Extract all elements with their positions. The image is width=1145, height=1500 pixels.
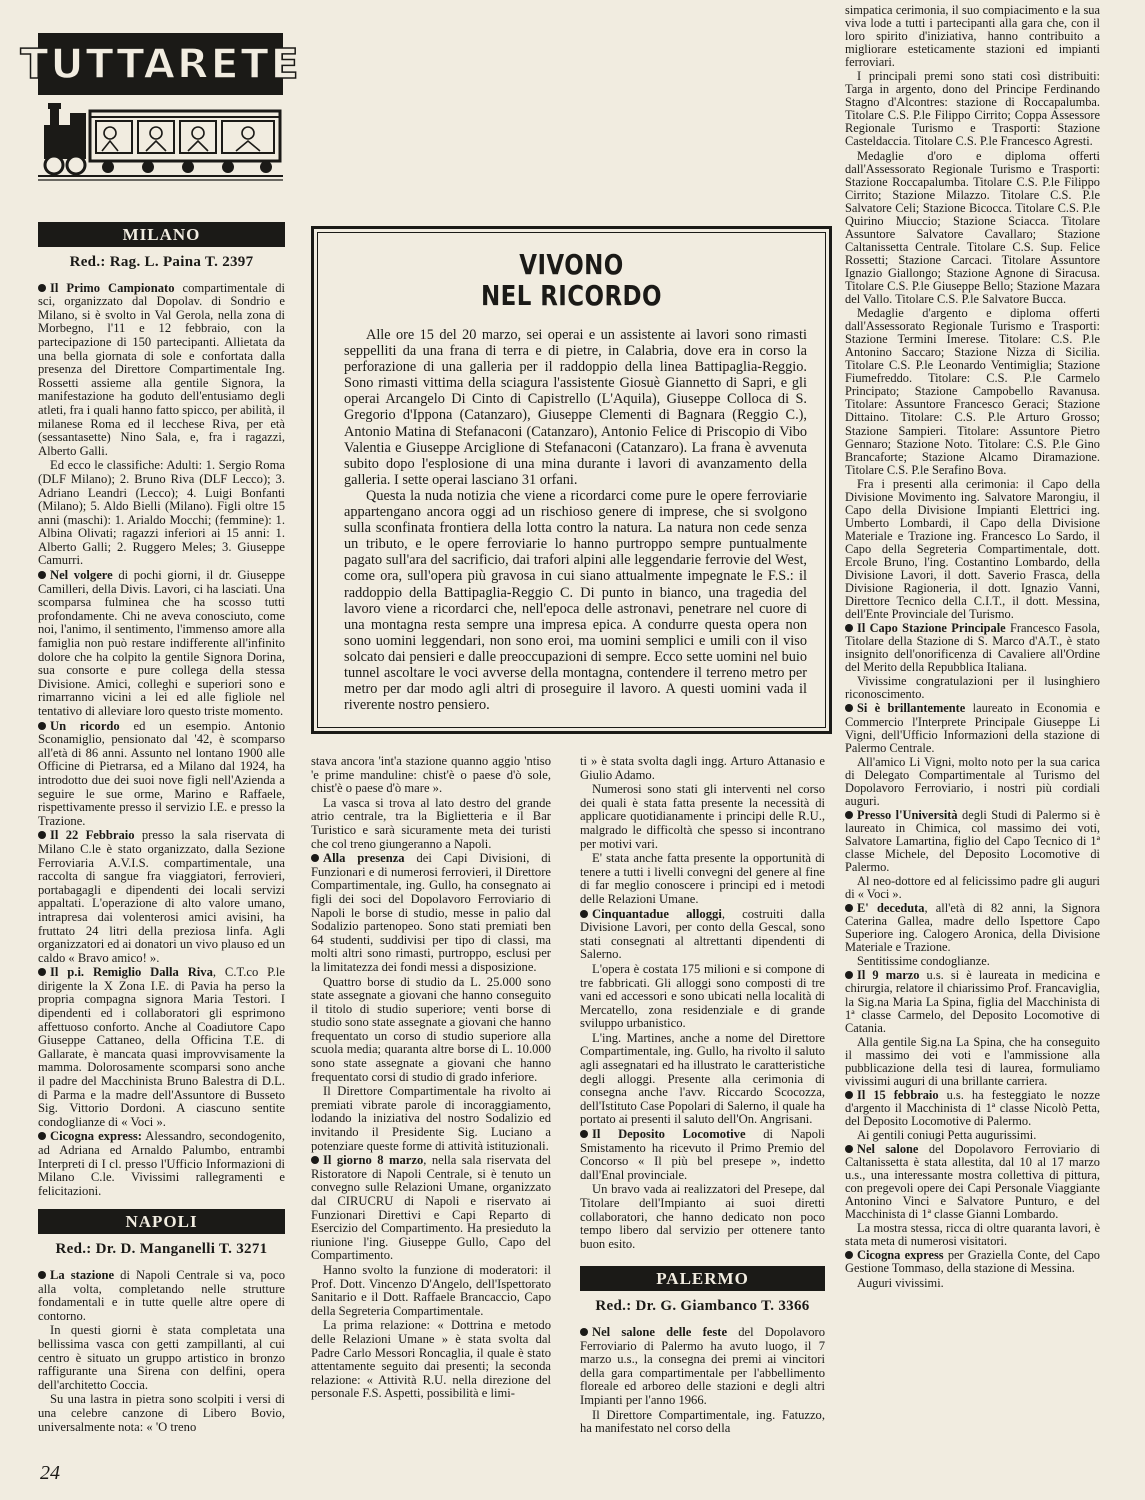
bullet-icon (845, 811, 853, 819)
editor-line-napoli: Red.: Dr. D. Manganelli T. 3271 (55, 1241, 268, 1258)
column-3 (580, 755, 825, 1437)
article-paragraph: L'ing. Martines, anche a nome del Direttore Compartimentale, ing. Gullo, ha rivolto il saluto agli assegnatari ed ha illustrato le caratteristiche degli alloggi. Presente alla cerimonia di consegna anche l'avv. Riccardo Scocozza, dell'Istituto Case Popolari di Salerno, il quale ha portato ai presenti il saluto dell'On. Angrisani. (580, 1030, 825, 1127)
article-paragraph: Al neo-dottore ed al felicissimo padre gli auguri di « Voci ». (845, 874, 1100, 902)
bullet-icon (580, 910, 588, 918)
article-paragraph: Il giorno 8 marzo, nella sala riservata del Ristoratore di Napoli Centrale, si è tenuto un convegno sulle Relazioni Umane, organizzato dal CIRUCRU di Napoli e riservato ai Funzionari Direttivi e Capi Reparto di Esercizio del Compartimento. Ha presieduto la riunione l'ing. Giuseppe Gullo, Capo del Compartimento. (311, 1153, 551, 1263)
bullet-icon (845, 624, 853, 632)
article-paragraph: Si è brillantemente laureato in Economia e Commercio l'Interprete Principale Giuseppe Li Vigni, dell'Ufficio Informazioni della stazione di Palermo Centrale. (845, 701, 1100, 755)
article-paragraph: stava ancora 'int'a stazione quanno aggio 'ntiso 'e prime manduline: chist'è o paese d'ò sole, chist'è o paese d'ò mare ». (311, 754, 551, 796)
article-paragraph: Medaglie d'argento e diploma offerti dall'Assessorato Regionale Turismo e Trasporti: Stazione Termini Imerese. Titolare: C.S. P.le Antonino Saccaro; Stazione Nizza di Sicilia. Titolare C.S. P.le Leonardo Ventimiglia; Stazione Fiumefreddo. Titolare: C.S. P.le Carmelo Principato; Stazione Campobello Ravanusa. Titolare: Assuntore Francesco Geraci; Stazione Dittaino. Titolare: C.S. P.le Arturo Grosso; Stazione Sampieri. Titolare: Assuntore Pietro Gennaro; Stazione Noto. Titolare: C.S. P.le Gino Brancaforte; Stazione Alcamo Diramazione. Titolare C.S. P.le Serafino Bova. (845, 306, 1100, 477)
bullet-icon (38, 284, 46, 292)
column-2 (311, 755, 551, 1402)
article-paragraph: Il Direttore Compartimentale ha rivolto ai premiati vibrate parole di incoraggiamento, lodando la iniziativa del nostro Sodalizio ed invitando il Presidente Sig. Luciano a potenziare queste forme di attività istituzionali. (311, 1084, 551, 1153)
article-paragraph: Un ricordo ed un esempio. Antonio Sconamiglio, pensionato dal '42, è scomparso all'età di 86 anni. Assunto nel lontano 1900 alle Officine di Pietrarsa, ed a Milano dal 1924, ha introdotto due dei suoi nove figli nell'Azienda a seguire le sue orme, Marino e Raffaele, rispettivamente presso il servizio I.E. e presso la Trazione. (38, 718, 285, 828)
boxed-article-body (344, 327, 807, 713)
bullet-icon (845, 904, 853, 912)
article-paragraph: Fra i presenti alla cerimonia: il Capo della Divisione Movimento ing. Salvatore Marongiu, il Capo della Divisione Impianti Elettrici ing. Umberto Lombardi, il Capo della Divisione Materiale e Trazione ing. Francesco Lo Sardo, il Capo della Segreteria Compartimentale, dott. Ercole Bruno, l'ing. Costantino Lombardo, della Divisione Lavori, il dott. Saverio Frasca, della Divisione Ragioneria, il dott. Ignazio Vanni, Direttore Tecnico della C.I.T., il dott. Messina, dell'Ente Provinciale del Turismo. (845, 476, 1100, 622)
article-paragraph: Nel salone delle feste del Dopolavoro Ferroviario di Palermo ha avuto luogo, il 7 marzo u.s., la consegna dei premi ai vincitori della gara compartimentale per l'abbellimento floreale ed arboreo delle stazioni e degli altri Impianti per l'anno 1966. (580, 1324, 826, 1407)
article-paragraph: E' stata anche fatta presente la opportunità di tenere a tutti i livelli convegni del genere al fine di far meglio conoscere i principi ed i metodi delle Relazioni Umane. (580, 851, 825, 906)
section-header-palermo: PALERMO (580, 1266, 825, 1291)
section-header-napoli: NAPOLI (38, 1209, 285, 1234)
article-paragraph: Auguri vivissimi. (857, 1275, 944, 1290)
bullet-icon (38, 722, 46, 730)
article-paragraph: La stazione di Napoli Centrale si va, poco alla volta, completando nelle strutture fondamentali e in tutte quelle altre opere di contorno. (38, 1267, 285, 1323)
article-paragraph: La mostra stessa, ricca di oltre quaranta lavori, è stata meta di numerosi visitatori. (845, 1221, 1100, 1249)
bullet-icon (845, 971, 853, 979)
bullet-icon (38, 1271, 46, 1279)
article-paragraph: E' deceduta, all'età di 82 anni, la Signora Caterina Gallea, madre dello Ispettore Capo Superiore ing. Calogero Aronica, della Divisione Materiale e Trazione. (845, 901, 1100, 955)
article-paragraph: Il Primo Campionato compartimentale di sci, organizzato dal Dopolav. di Sondrio e Milano, si è svolto in Val Gerola, nella zona di Morbegno, l'11 e 12 febbraio, con la partecipazione di 150 partecipanti. Allietata da una bella giornata di sole e confortata dalla presenza del Direttore Compartimentale Ing. Rossetti assieme alla gentile Signora, la manifestazione ha goduto dell'entusiamo degli atleti, fra i quali hanno fatto spicco, per abilità, il milanese Roma ed il lecchese Riva, per età (sessantasette) Nino Sala, e, fra i ragazzi, Alberto Galli. (38, 280, 285, 458)
article-paragraph: Cinquantadue alloggi, costruiti dalla Divisione Lavori, per conto della Gescal, sono stati consegnati al altrettanti dipendenti di Salerno. (580, 906, 826, 962)
bullet-icon (845, 1251, 853, 1259)
boxed-article-title (360, 249, 782, 311)
masthead-title-banner (20, 33, 301, 95)
article-paragraph: Presso l'Università degli Studi di Palermo si è laureato in Chimica, col massimo dei voti, Salvatore Lamartina, figlio del Capo Tecnico di 1ª classe Michele, del Deposito Locomotive di Palermo. (845, 807, 1100, 875)
train-illustration (38, 95, 283, 183)
masthead (20, 33, 301, 183)
article-paragraph: Numerosi sono stati gli interventi nel corso dei quali è stata fatta presente la necessità di applicare quotidianamente i principi delle R.U., malgrado le difficoltà che spesso si incontrano per motivi vari. (580, 782, 825, 851)
column-1 (38, 222, 285, 1435)
article-paragraph: Vivissime congratulazioni per il lusinghiero riconoscimento. (845, 674, 1100, 702)
boxed-paragraph: Questa la nuda notizia che viene a ricordarci come pure le opere ferroviarie appartengano ancora oggi ad un rischioso genere di imprese, che si svolgono sulla sconfinata frontiera della lotta contro la natura. La natura non cede senza un tributo, e le opere ferroviarie lo hanno purtroppo sempre puntualmente pagato sull'ara del sacrificio, dai trafori alpini alle leggendarie ferrovie del West, come ora, sull'opera più gravosa in cui siano attualmente impegnate le F.S.: il raddoppio della Battipaglia-Reggio C. Di punto in bianco, una tragedia del lavoro viene a ricordarci che, nell'epoca delle astronavi, penetrare nel cuore di una montagna resta sempre una impresa epica. A condurre questa opera non sono uomini leggendari, non sono eroi, ma uomini semplici e umili con il viso solcato dai pensieri e dalle preoccupazioni di sempre. Ecco sette uomini nel buio tunnel ascoltare le voci avverse della montagna, contendere il terreno metro per metro per dar modo agli altri di proseguire il lavoro. A questi uomini vada il riverente nostro pensiero. (344, 487, 807, 714)
bullet-icon (38, 968, 46, 976)
article-paragraph: Nel salone del Dopolavoro Ferroviario di Caltanissetta è stata allestita, dal 10 al 17 marzo u.s., una interessante mostra collettiva di pittura, con pregevoli opere dei Capi Personale Viaggiante Antonino Vinci e Salvatore Punturo, e del Macchinista di 1ª classe Gianni Lombardo. (845, 1142, 1100, 1222)
article-paragraph: Il Direttore Compartimentale, ing. Fatuzzo, ha manifestato nel corso della (580, 1407, 825, 1436)
article-paragraph: Il Capo Stazione Principale Francesco Fasola, Titolare della Stazione di S. Marco d'A.T., è stato insignito dell'onorificenza di Cavaliere all'Ordine del Merito della Repubblica Italiana. (845, 621, 1100, 675)
editor-line-milano: Red.: Rag. L. Paina T. 2397 (69, 254, 254, 270)
article-paragraph: Il p.i. Remiglio Dalla Riva, C.T.co P.le dirigente la X Zona I.E. di Pavia ha perso la propria compagna signora Maria Testori. I dipendenti ed i collaboratori gli esprimono affettuoso conforto. Anche al Coadiutore Capo Giuseppe Cattaneo, della Officina T.E. di Gallarate, è mancata quasi improvvisamente la mamma. Dolorosamente scomparsi sono anche il padre del Macchinista Bruno Balestra di D.L. di Parma e la madre dell'Assuntore di Busseto Sig. Vittorio Dordoni. A ciascuno sentite condoglianze di « Voci ». (38, 965, 285, 1129)
article-paragraph: Un bravo vada ai realizzatori del Presepe, dal Titolare dell'Impianto ai suoi diretti collaboratori, che hanno dedicato non poco tempo libero dal servizio per ottenere tanto buon esito. (580, 1182, 825, 1251)
article-paragraph: I principali premi sono stati così distribuiti: Targa in argento, dono del Principe Ferdinando Stagno d'Alcontres: stazione di Roccapalumba. Titolare C.S. P.le Filippo Cirrito; Coppa Assessore Regionale Turismo e Trasporti: Stazione Casteldaccia. Titolare C.S. P.le Francesco Agresti. (845, 69, 1100, 149)
article-paragraph: Medaglie d'oro e diploma offerti dall'Assessorato Regionale Turismo e Trasporti: Stazione Roccapalumba. Titolare C.S. P.le Filippo Cirrito; Stazione Milazzo. Titolare C.S. P.le Salvatore Celi; Stazione Bicocca. Titolare C.S. P.le Quirino Miuccio; Stazione Sciacca. Titolare Assuntore Salvatore Cavallaro; Stazione Caltanissetta Centrale. Titolare C.S. Sup. Felice Rossetti; Stazione Carcaci. Titolare Assuntore Ignazio Giallongo; Stazione Agnone di Siracusa. Titolare C.S. P.le Giuseppe Bello; Stazione Mazara del Vallo. Titolare C.S. P.le Salvatore Bucca. (845, 148, 1100, 307)
boxed-article (311, 226, 832, 734)
article-paragraph: ti » è stata svolta dagli ingg. Arturo Attanasio e Giulio Adamo. (580, 754, 825, 782)
article-paragraph: La prima relazione: « Dottrina e metodo delle Relazioni Umane » è stata svolta dal Padre Carlo Messori Roncaglia, il quale è stato attentamente seguito dai presenti; la seconda relazione: « Attività R.U. nella direzione del personale F.S. Aspetti, possibilità e limi- (311, 1318, 551, 1401)
article-paragraph: Su una lastra in pietra sono scolpiti i versi di una celebre canzone di Libero Bovio, universalmente nota: « 'O treno (38, 1392, 285, 1434)
bullet-icon (845, 1091, 853, 1099)
bullet-icon (580, 1130, 588, 1138)
bullet-icon (38, 831, 46, 839)
article-paragraph: La vasca si trova al lato destro del grande atrio centrale, tra la Biglietteria e il Bar Turistico e sarà sicuramente meta dei turisti che col treno giungeranno a Napoli. (311, 795, 551, 851)
editor-line-palermo: Red.: Dr. G. Giambanco T. 3366 (595, 1298, 810, 1315)
article-paragraph: In questi giorni è stata completata una bellissima vasca con getti zampillanti, al cui centro è situato un gruppo artistico in bronzo raffigurante una Sirena con delfini, opera dell'architetto Coccia. (38, 1323, 285, 1392)
article-paragraph: Quattro borse di studio da L. 25.000 sono state assegnate a giovani che hanno conseguito il titolo di studio superiore; venti borse di studio sono state assegnate a giovani che hanno frequentato un corso di studio superiore alla scuola media; quaranta altre borse di L. 10.000 sono state assegnate a giovani che hanno frequentato corsi di studio di grado inferiore. (311, 974, 551, 1084)
boxed-paragraph: Alle ore 15 del 20 marzo, sei operai e un assistente ai lavori sono rimasti seppelliti da una frana di terra e di pietre, in Calabria, dove era in corso la perforazione di una galleria per il raddoppio della linea Battipaglia-Reggio. Sono rimasti vittima della sciagura l'assistente Giosuè Giannetto di Sapri, e gli operai Arcangelo Di Cinto di Capistrello (L'Aquila), Giuseppe Colloca di S. Gregorio d'Ippona (Catanzaro), Giuseppe Clementi di Bagnara (Reggio C.), Antonio Matina di Stefanaconi (Catanzaro), Antonio Felice di Priscopio di Vibo Valentia e Giuseppe Arciglione di Stefanaconi (Catanzaro). La frana è avvenuta subito dopo l'esplosione di una mina durante i lavori di avanzamento della galleria. I sette operai lasciano 31 orfani. (344, 327, 807, 488)
article-paragraph: Il Deposito Locomotive di Napoli Smistamento ha ricevuto il Primo Premio del Concorso « Il più bel presepe », indetto dall'Enal provinciale. (580, 1127, 825, 1182)
article-paragraph: Cicogna express: Alessandro, secondogenito, ad Adriana ed Arnaldo Palumbo, entrambi Interpreti di I cl. presso l'Ufficio Informazioni di Milano C.le. Vivissimi rallegramenti e felicitazioni. (38, 1129, 285, 1198)
article-paragraph: Alla gentile Sig.na La Spina, che ha conseguito il massimo dei voti e l'ammissione alla pubblicazione della tesi di laurea, formuliamo vivissimi auguri di una brillante carriera. (845, 1034, 1100, 1088)
article-paragraph: Hanno svolto la funzione di moderatori: il Prof. Dott. Vincenzo D'Angelo, dell'Ispettorato Sanitario e il Dott. Raffaele Brancaccio, Capo della Segreteria Compartimentale. (311, 1262, 551, 1318)
bullet-icon (311, 1156, 319, 1164)
article-paragraph: Cicogna express per Graziella Conte, del Capo Gestione Tommaso, della stazione di Messina. (845, 1248, 1100, 1276)
article-paragraph: Nel volgere di pochi giorni, il dr. Giuseppe Camilleri, della Divis. Lavori, ci ha lasciati. Una scomparsa fulminea che ha scosso tutti profondamente. Chi ne aveva conosciuto, come noi, l'animo, il sentimento, l'immenso amore alla famiglia non può restare indifferente all'infinito dolore che ha colpito la gentile Signora Dorina, sua consorte e pure collega della stessa Divisione. Amici, colleghi e superiori sono e rimarranno vicini a lei ed alle figliole nel tentativo di alleviare loro questo triste momento. (38, 568, 286, 718)
bullet-icon (845, 704, 853, 712)
bullet-icon (311, 854, 319, 862)
page-number: 24 (40, 1462, 60, 1484)
article-paragraph: Il 22 Febbraio presso la sala riservata di Milano C.le è stato organizzato, dalla Sezione Ferroviaria A.V.I.S. compartimentale, una raccolta di sangue fra viaggiatori, ferrovieri, portabagagli e dipendenti dei locali servizi appaltati. L'operazione di alto valore umano, intrapresa dai volenterosi amici avisini, ha fruttato 24 litri della preziosa linfa. Agli organizzatori ed ai donatori un vivo plauso ed un caldo « Bravo amico! ». (38, 828, 285, 965)
article-paragraph: All'amico Li Vigni, molto noto per la sua carica di Delegato Compartimentale al Turismo del Dopolavoro Ferroviario, i nostri più cordiali auguri. (845, 754, 1100, 808)
article-paragraph: Sentitissime condoglianze. (857, 954, 990, 969)
bullet-icon (38, 571, 46, 579)
masthead-title: TUTTARETE (20, 40, 301, 88)
article-paragraph: Ai gentili coniugi Petta augurissimi. (857, 1127, 1037, 1142)
bullet-icon (845, 1145, 853, 1153)
column-4 (845, 4, 1100, 1291)
article-paragraph: Ed ecco le classifiche: Adulti: 1. Sergio Roma (DLF Milano); 2. Bruno Riva (DLF Lecco); 3. Adriano Leandri (Lecco); 4. Luigi Bonfanti (Milano); 5. Aldo Bielli (Milano). Figli oltre 15 anni (maschi): 1. Arialdo Mocchi; (femmine): 1. Albina Olivati; ragazzi inferiori ai 15 anni: 1. Alberto Galli; 2. Ruggero Meles; 3. Giuseppe Camurri. (38, 458, 285, 568)
bullet-icon (38, 1132, 46, 1140)
section-header-milano: MILANO (38, 222, 285, 247)
boxed-title-line-2: NEL RICORDO (481, 279, 662, 312)
article-paragraph: Il 15 febbraio u.s. ha festeggiato le nozze d'argento il Macchinista di 1ª classe Nicolò Petta, del Deposito Locomotive di Palermo. (845, 1087, 1101, 1128)
article-paragraph: L'opera è costata 175 milioni e si compone di tre fabbricati. Gli alloggi sono composti di tre vani ed accessori e sono ubicati nella località di Mercatello, zona residenziale e di grande sviluppo urbanistico. (580, 961, 825, 1031)
article-paragraph: simpatica cerimonia, il suo compiacimento e la sua viva lode a tutti i partecipanti alla gara che, con il loro spirito d'iniziativa, hanno contribuito a migliorare esteticamente stazioni ed impianti ferroviari. (845, 3, 1100, 70)
article-paragraph: Alla presenza dei Capi Divisioni, di Funzionari e di numerosi ferrovieri, il Direttore Compartimentale, ing. Gullo, ha consegnato ai figli dei soci del Dopolavoro Ferroviario di Napoli le borse di studio, messe in palio dal Sodalizio partenopeo. Sono stati premiati ben 64 studenti, suddivisi per tipo di classi, ma molti altri sono rimasti, purtroppo, esclusi per la limitatezza dei fondi messi a disposizione. (311, 851, 551, 974)
bullet-icon (580, 1328, 588, 1336)
article-paragraph: Il 9 marzo u.s. si è laureata in medicina e chirurgia, relatore il chiarissimo Prof. Francaviglia, la Sig.na Maria La Spina, figlia del Macchinista di 1ª classe Carmelo, del Deposito Locomotive di Catania. (845, 968, 1100, 1035)
boxed-title-line-1: VIVONO (519, 248, 624, 281)
